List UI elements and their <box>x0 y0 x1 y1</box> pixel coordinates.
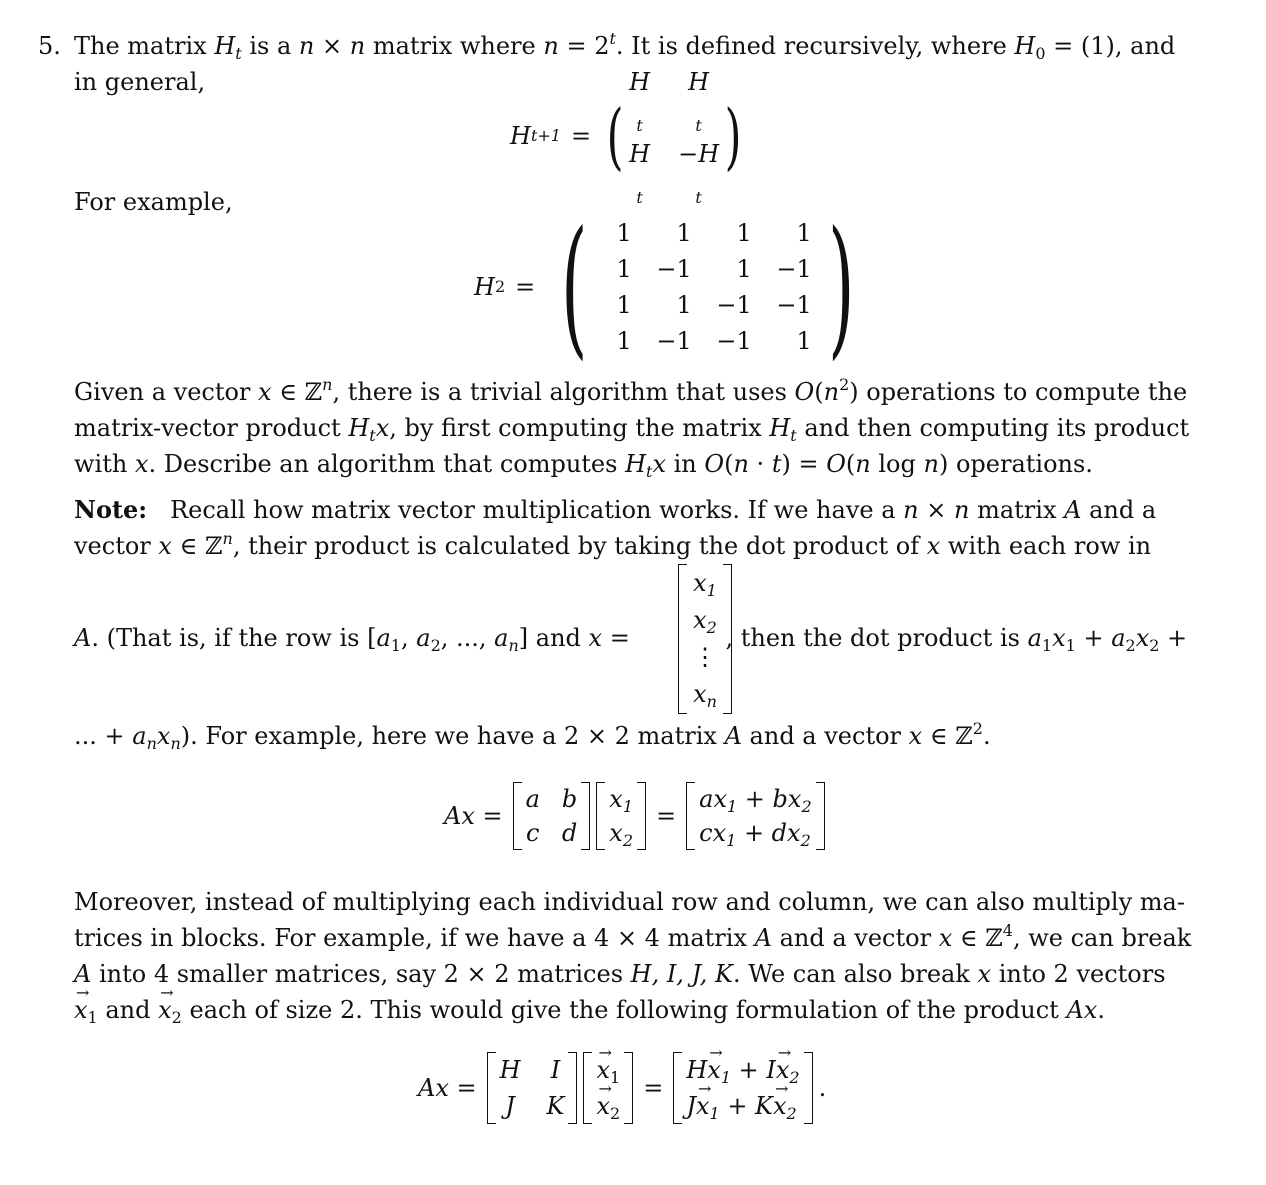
intro-line-1: The matrix $H_t$ is a n × n matrix where $n = 2^t$. It is defined recursively, where $H_0 = (1)$, and <box>74 29 1176 63</box>
note-line-3: A. (That is, if the row is [$a_1$, $a_2$, ..., $a_n$] and x = , then the dot product is $a_1x_1 + a_2x_2$ + <box>74 624 1188 655</box>
x-column-vector: $x_1$ $x_2$ ⋮ $x_n$ <box>678 564 732 714</box>
ax-equation: Ax = a b c d $x_1$ $x_2$ = $ax_1 + bx_2$ $cx_1 + dx_2$ <box>444 780 825 852</box>
para3-line-3: A into 4 smaller matrices, say 2 × 2 matrices H, I, J, K. We can also break x into 2 vectors <box>74 960 1166 988</box>
block-equation: Ax = H I J K → $x_1$ → $x_2$ = $H\to x_1 + I\to x_2$ $J\to x_1 + K\to x_2$ . <box>418 1050 826 1126</box>
note-line-1: Note: Recall how matrix vector multiplication works. If we have a n × n matrix A and a <box>74 495 1157 524</box>
note-line-2: vector x ∈ ℤ$^n$, their product is calculated by taking the dot product of x with each row in <box>74 529 1152 560</box>
para2-line-3: with x. Describe an algorithm that computes $H_tx$ in O(n · t) = O(n log n) operations. <box>74 450 1093 481</box>
para3-line-2: trices in blocks. For example, if we have a 4 × 4 matrix A and a vector x ∈ ℤ$^4$, we can break <box>74 921 1192 952</box>
example-label: For example, <box>74 188 233 216</box>
problem-number: 5. <box>38 32 61 60</box>
para2-line-2: matrix-vector product $H_tx$, by first computing the matrix $H_t$ and then computing its product <box>74 414 1190 445</box>
h2-equation: H 2 = ( 1 1 1 1 1 −1 1 −1 1 1 −1 −1 1 −1 −1 1 ) <box>474 200 855 374</box>
h2-matrix-cells: 1 1 1 1 1 −1 1 −1 1 1 −1 −1 1 −1 −1 1 <box>616 219 812 355</box>
para2-line-1: Given a vector x ∈ ℤ$^n$, there is a trivial algorithm that uses $O(n^2)$ operations to compute the <box>74 375 1188 406</box>
intro-line-2: in general, <box>74 68 206 96</box>
para3-line-4: → $x_1$ and → $x_2$ each of size 2. This would give the following formulation of the product Ax. <box>74 992 1226 1028</box>
recursion-equation: H t+1 = ( H $_t$ H $_t$ H $_t$ −H $_t$ ) <box>510 68 742 207</box>
para3-line-1: Moreover, instead of multiplying each individual row and column, we can also multiply ma- <box>74 888 1185 916</box>
note-line-4: ... + $a_nx_n$). For example, here we have a 2 × 2 matrix A and a vector x ∈ ℤ$^2$. <box>74 719 991 753</box>
